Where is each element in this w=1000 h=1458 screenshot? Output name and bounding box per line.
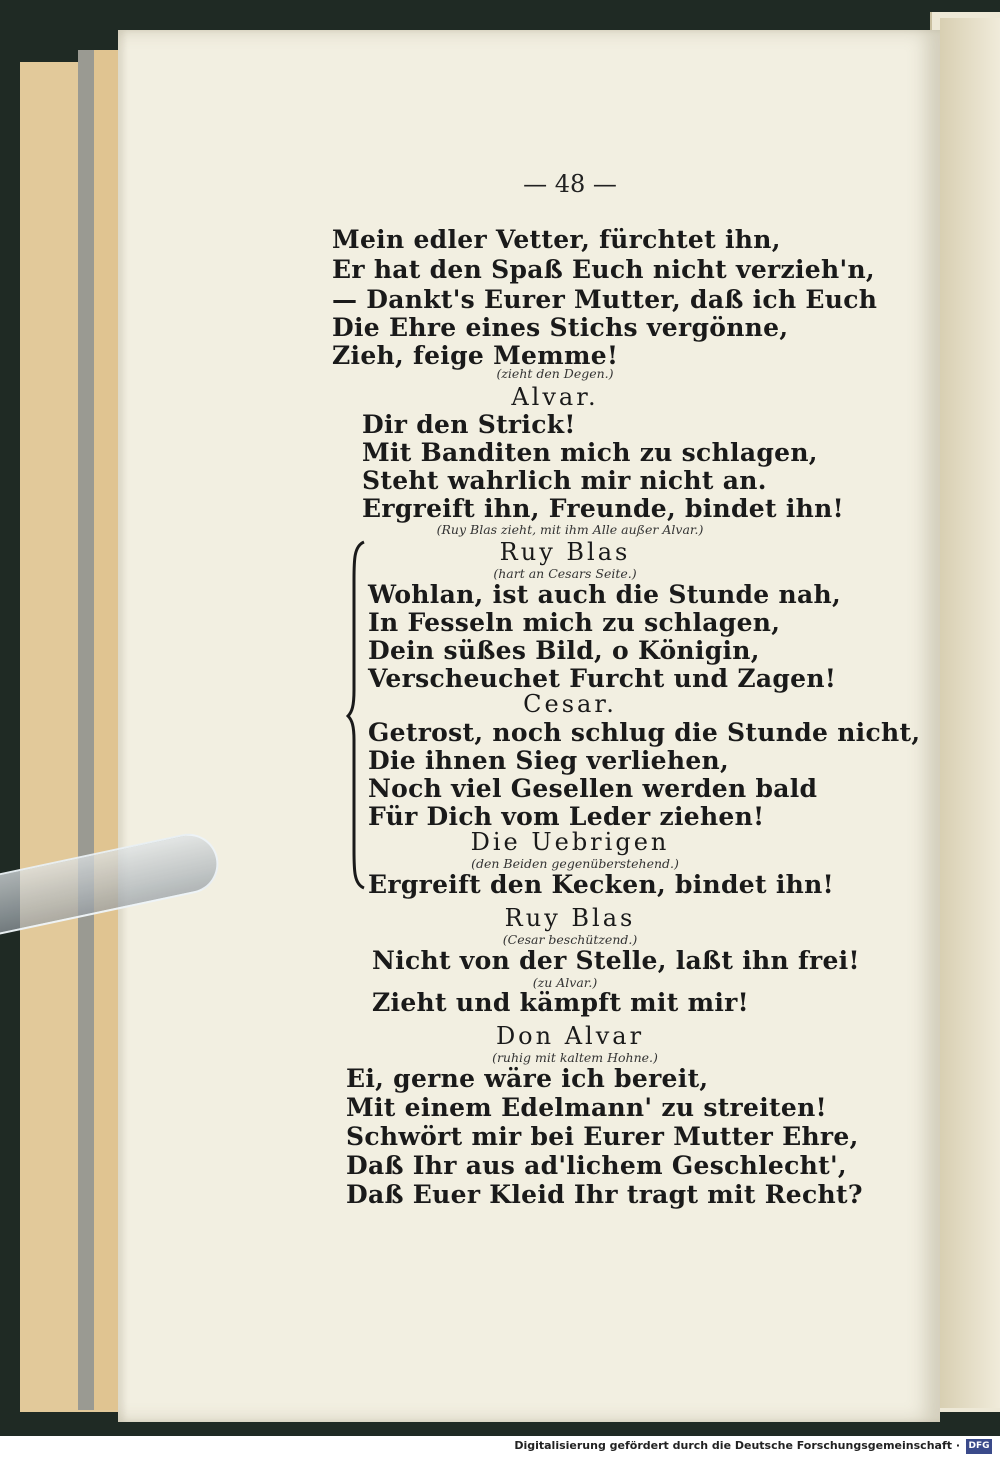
verse-line: Daß Euer Kleid Ihr tragt mit Recht? — [346, 1180, 863, 1209]
verse-line: Daß Ihr aus ad'lichem Geschlecht', — [346, 1151, 847, 1180]
speaker-name: Die Uebrigen — [470, 828, 670, 856]
next-page-edge — [940, 18, 1000, 1408]
funding-notice: Digitalisierung gefördert durch die Deutsche Forschungsgemeinschaft · — [514, 1439, 960, 1452]
verse-line: — Dankt's Eurer Mutter, daß ich Euch — [332, 285, 878, 314]
stage-direction: (zu Alvar.) — [532, 975, 598, 990]
verse-line: Mit Banditen mich zu schlagen, — [362, 438, 818, 467]
verse-line: Mit einem Edelmann' zu streiten! — [346, 1093, 827, 1122]
verse-line: Die ihnen Sieg verliehen, — [368, 746, 730, 775]
page-stack-edge — [78, 50, 94, 1410]
stage-direction: (zieht den Degen.) — [496, 366, 614, 381]
verse-line: Die Ehre eines Stichs vergönne, — [332, 313, 789, 342]
verse-line: Schwört mir bei Eurer Mutter Ehre, — [346, 1122, 859, 1151]
verse-line: Ei, gerne wäre ich bereit, — [346, 1064, 709, 1093]
verse-line: Verscheuchet Furcht und Zagen! — [368, 664, 837, 693]
verse-line: Dir den Strick! — [362, 410, 576, 439]
stage-direction: (Cesar beschützend.) — [502, 932, 638, 947]
verse-line: Zieht und kämpft mit mir! — [372, 988, 749, 1017]
speaker-name: Don Alvar — [495, 1022, 645, 1050]
verse-line: Steht wahrlich mir nicht an. — [362, 466, 767, 495]
verse-line: Für Dich vom Leder ziehen! — [368, 802, 765, 831]
verse-line: Ergreift den Kecken, bindet ihn! — [368, 870, 834, 899]
stage-direction: (Ruy Blas zieht, mit ihm Alle außer Alvar.) — [436, 522, 704, 537]
verse-line: Noch viel Gesellen werden bald — [368, 774, 818, 803]
speech-brace — [346, 540, 366, 890]
verse-line: Er hat den Spaß Euch nicht verzieh'n, — [332, 255, 875, 284]
dfg-logo: DFG — [966, 1439, 992, 1454]
verse-line: Mein edler Vetter, fürchtet ihn, — [332, 225, 781, 254]
verse-line: Zieh, feige Memme! — [332, 341, 619, 370]
stage-direction: (hart an Cesars Seite.) — [493, 566, 637, 581]
speaker-name: Ruy Blas — [499, 538, 631, 566]
speaker-name: Ruy Blas — [504, 904, 636, 932]
verse-line: In Fesseln mich zu schlagen, — [368, 608, 781, 637]
speaker-name: Alvar. — [511, 383, 599, 411]
verse-line: Dein süßes Bild, o Königin, — [368, 636, 760, 665]
stage-direction: (ruhig mit kaltem Hohne.) — [492, 1050, 658, 1065]
stage-direction: (den Beiden gegenüberstehend.) — [471, 856, 679, 871]
page-number: — 48 — — [523, 170, 617, 198]
verse-line: Nicht von der Stelle, laßt ihn frei! — [372, 946, 860, 975]
footer-bar — [0, 1436, 1000, 1458]
verse-line: Ergreift ihn, Freunde, bindet ihn! — [362, 494, 844, 523]
verse-line: Wohlan, ist auch die Stunde nah, — [368, 580, 841, 609]
speaker-name: Cesar. — [523, 690, 617, 718]
verse-line: Getrost, noch schlug die Stunde nicht, — [368, 718, 921, 747]
